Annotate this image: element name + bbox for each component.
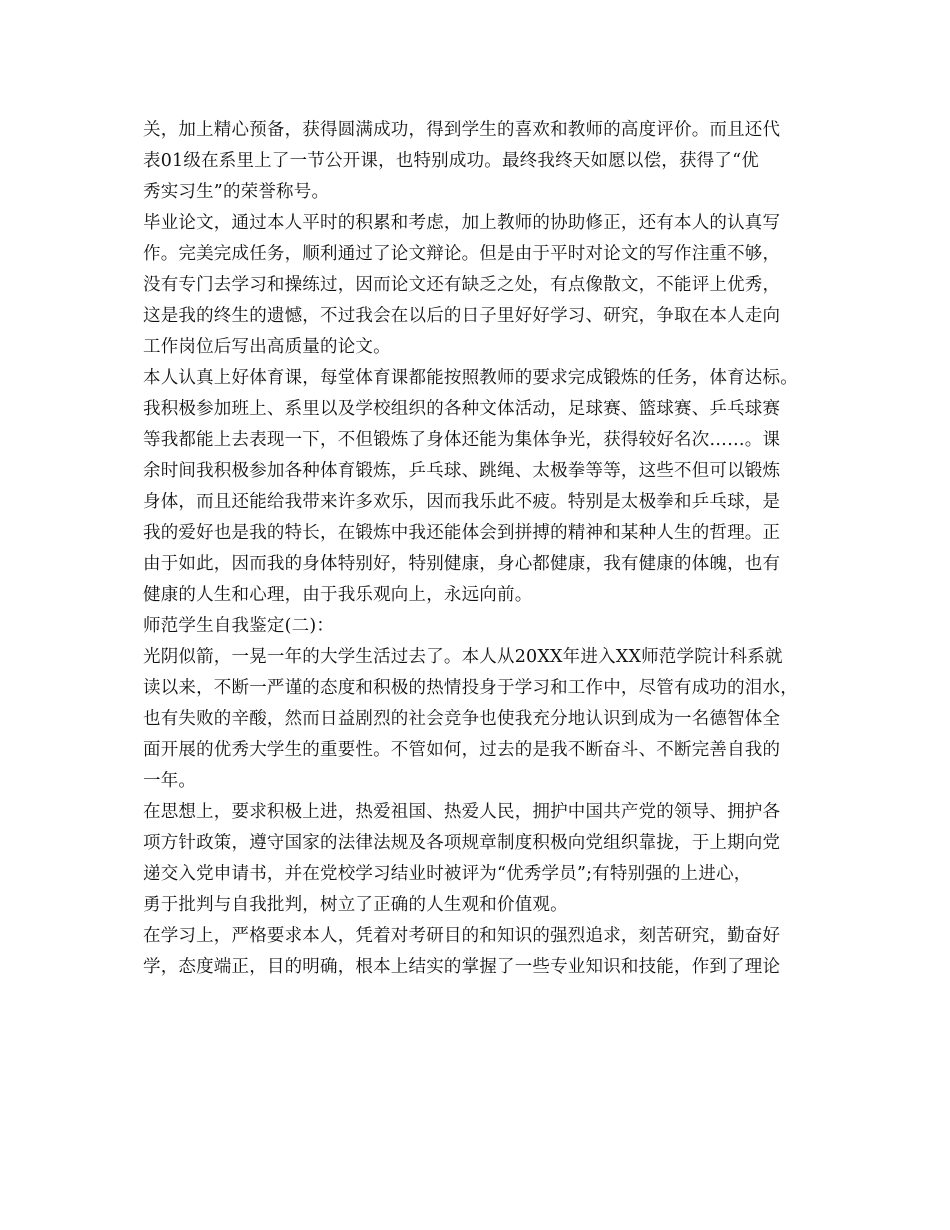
text-line: 面开展的优秀大学生的重要性。不管如何，过去的是我不断奋斗、不断完善自我的 xyxy=(143,740,781,760)
text-line: 我积极参加班上、系里以及学校组织的各种文体活动，足球赛、篮球赛、乒乓球赛 xyxy=(143,399,781,419)
text-line: 读以来，不断一严谨的态度和积极的热情投身于学习和工作中，尽管有成功的泪水， xyxy=(143,678,798,698)
text-line: 身体，而且还能给我带来许多欢乐，因而我乐此不疲。特别是太极拳和乒乓球，是 xyxy=(143,492,781,512)
text-line: 我的爱好也是我的特长，在锻炼中我还能体会到拼搏的精神和某种人生的哲理。正 xyxy=(143,523,781,543)
text-line: 在学习上，严格要求本人，凭着对考研目的和知识的强烈追求，刻苦研究，勤奋好 xyxy=(143,926,781,946)
text-line: 递交入党申请书，并在党校学习结业时被评为“优秀学员”;有特别强的上进心， xyxy=(143,864,752,884)
text-line: 光阴似箭，一晃一年的大学生活过去了。本人从20XX年进入XX师范学院计科系就 xyxy=(143,647,783,667)
text-line: 在思想上，要求积极上进，热爱祖国、热爱人民，拥护中国共产党的领导、拥护各 xyxy=(143,802,781,822)
text-line: 一年。 xyxy=(143,771,197,791)
text-line: 毕业论文，通过本人平时的积累和考虑，加上教师的协助修正，还有本人的认真写 xyxy=(143,213,781,233)
text-line: 这是我的终生的遗憾，不过我会在以后的日子里好好学习、研究，争取在本人走向 xyxy=(143,306,781,326)
text-line: 余时间我积极参加各种体育锻炼，乒乓球、跳绳、太极拳等等，这些不但可以锻炼 xyxy=(143,461,781,481)
document-page xyxy=(143,115,818,983)
text-line: 由于如此，因而我的身体特别好，特别健康，身心都健康，我有健康的体魄，也有 xyxy=(143,554,781,574)
text-line: 健康的人生和心理，由于我乐观向上，永远向前。 xyxy=(143,585,533,605)
text-line: 也有失败的辛酸，然而日益剧烈的社会竞争也使我充分地认识到成为一名德智体全 xyxy=(143,709,781,729)
text-line: 项方针政策，遵守国家的法律法规及各项规章制度积极向党组织靠拢，于上期向党 xyxy=(143,833,781,853)
section-heading: 师范学生自我鉴定(二)： xyxy=(143,616,335,636)
text-line: 等我都能上去表现一下，不但锻炼了身体还能为集体争光，获得较好名次……。课 xyxy=(143,430,781,450)
text-line: 没有专门去学习和操练过，因而论文还有缺乏之处，有点像散文，不能评上优秀， xyxy=(143,275,781,295)
text-line: 本人认真上好体育课，每堂体育课都能按照教师的要求完成锻炼的任务，体育达标。 xyxy=(143,368,798,388)
text-line: 表01级在系里上了一节公开课，也特别成功。最终我终天如愿以偿，获得了“优 xyxy=(143,151,759,171)
text-line: 关，加上精心预备，获得圆满成功，得到学生的喜欢和教师的高度评价。而且还代 xyxy=(143,120,781,140)
text-line: 学，态度端正，目的明确，根本上结实的掌握了一些专业知识和技能，作到了理论 xyxy=(143,957,781,977)
text-line: 勇于批判与自我批判，树立了正确的人生观和价值观。 xyxy=(143,895,568,915)
text-line: 秀实习生”的荣誉称号。 xyxy=(143,182,330,202)
text-line: 作。完美完成任务，顺利通过了论文辩论。但是由于平时对论文的写作注重不够， xyxy=(143,244,781,264)
text-line: 工作岗位后写出高质量的论文。 xyxy=(143,337,391,357)
